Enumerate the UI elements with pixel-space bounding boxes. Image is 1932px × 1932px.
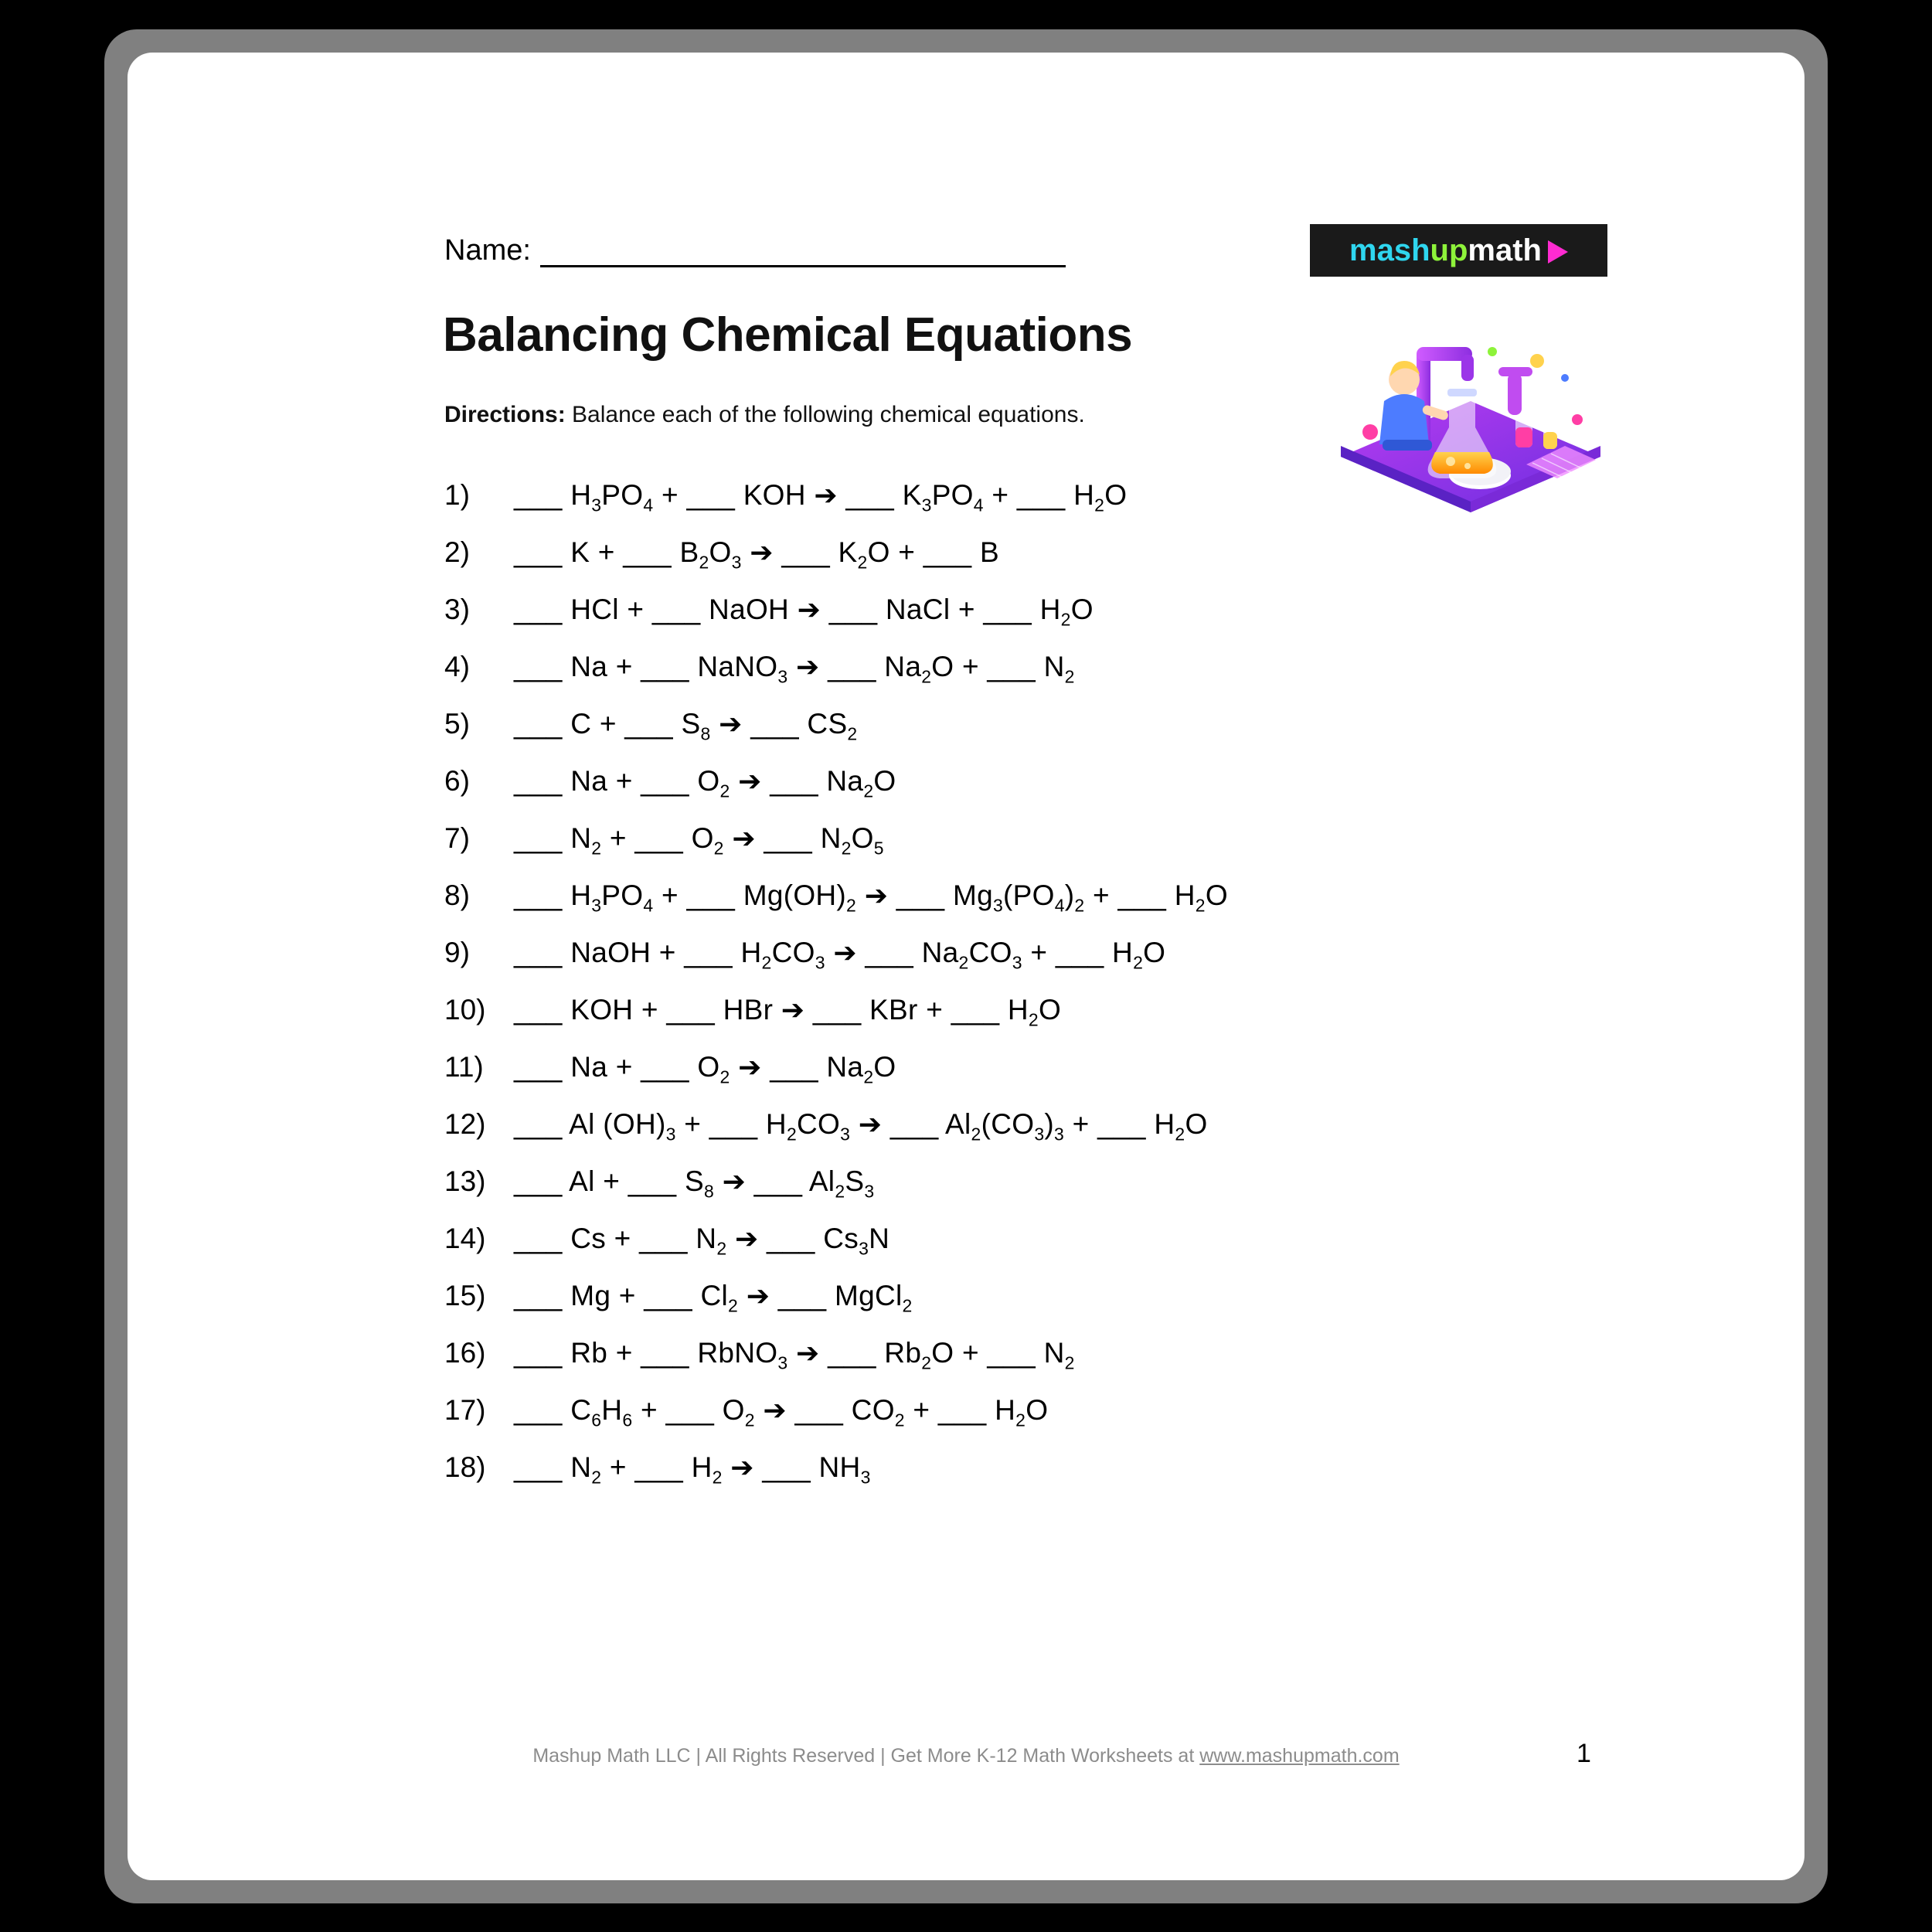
- problem-equation[interactable]: ___ HCl + ___ NaOH ➔ ___ NaCl + ___ $H_2O$: [514, 594, 1094, 630]
- problem-equation[interactable]: ___ $C_6H_6$ + ___ $O_2$ ➔ ___ $CO_2$ + ___ $H_2O$: [514, 1394, 1049, 1430]
- worksheet-sheet: [128, 53, 1804, 1880]
- directions-body: Balance each of the following chemical equations.: [565, 402, 1085, 427]
- worksheet-content: [128, 53, 1804, 1880]
- problem-number: 6): [444, 765, 470, 797]
- problem-number: 12): [444, 1108, 486, 1140]
- problem-number: 2): [444, 536, 470, 568]
- mashup-math-logo: [1310, 224, 1607, 277]
- footer: [128, 1745, 1804, 1767]
- problem-number: 4): [444, 651, 470, 682]
- name-input-blank[interactable]: [540, 234, 1066, 267]
- problem-list: [444, 479, 1681, 1509]
- problem-row: [444, 1451, 1681, 1509]
- chemistry-illustration-svg: [1333, 281, 1611, 512]
- problem-equation[interactable]: ___ $H_3PO_4$ + ___ KOH ➔ ___ $K_3PO_4$ + ___ $H_2O$: [514, 479, 1128, 515]
- problem-equation[interactable]: ___ Mg + ___ $Cl_2$ ➔ ___ MgCl$_2$: [514, 1280, 913, 1316]
- problem-number: 16): [444, 1337, 486, 1369]
- name-label: Name:: [444, 234, 531, 267]
- problem-row: [444, 1394, 1681, 1451]
- problem-row: [444, 708, 1681, 765]
- problem-equation[interactable]: ___ Cs + ___ $N_2$ ➔ ___ $Cs_3N$: [514, 1223, 890, 1259]
- problem-equation[interactable]: ___ $N_2$ + ___ $O_2$ ➔ ___ $N_2O_5$: [514, 822, 884, 859]
- problem-number: 8): [444, 879, 470, 911]
- problem-number: 5): [444, 708, 470, 740]
- problem-row: [444, 1280, 1681, 1337]
- problem-number: 15): [444, 1280, 486, 1311]
- problem-equation[interactable]: ___ Na + ___ $O_2$ ➔ ___ $Na_2O$: [514, 765, 896, 801]
- problem-row: [444, 479, 1681, 536]
- problem-equation[interactable]: ___ Al + ___ $S_8$ ➔ ___ $Al_2S_3$: [514, 1165, 875, 1202]
- problem-equation[interactable]: ___ $N_2$ + ___ $H_2$ ➔ ___ $NH_3$: [514, 1451, 871, 1488]
- problem-row: [444, 1223, 1681, 1280]
- logo-up-text: up: [1430, 233, 1468, 267]
- footer-text: Mashup Math LLC | All Rights Reserved | Get More K-12 Math Worksheets at: [532, 1745, 1200, 1767]
- problem-row: [444, 594, 1681, 651]
- problem-row: [444, 1165, 1681, 1223]
- problem-number: 17): [444, 1394, 486, 1426]
- chemistry-illustration: [1333, 281, 1611, 512]
- problem-equation[interactable]: ___ C + ___ $S_8$ ➔ ___ $CS_2$: [514, 708, 858, 744]
- problem-number: 1): [444, 479, 470, 511]
- problem-equation[interactable]: ___ $H_3PO_4$ + ___ $Mg(OH)_2$ ➔ ___ $Mg_3(PO_4)_2$ + ___ $H_2O$: [514, 879, 1228, 916]
- problem-row: [444, 822, 1681, 879]
- problem-number: 9): [444, 937, 470, 968]
- page-number: 1: [1577, 1739, 1591, 1768]
- play-triangle-icon: [1548, 240, 1568, 264]
- problem-equation[interactable]: ___ Na + ___ $O_2$ ➔ ___ $Na_2O$: [514, 1051, 896, 1087]
- page-title: Balancing Chemical Equations: [443, 308, 1133, 362]
- problem-row: [444, 651, 1681, 708]
- directions-label: Directions:: [444, 402, 566, 427]
- problem-equation[interactable]: ___ Rb + ___ RbNO$_3$ ➔ ___ $Rb_2O$ + ___ $N_2$: [514, 1337, 1075, 1373]
- problem-row: [444, 536, 1681, 594]
- problem-number: 7): [444, 822, 470, 854]
- problem-equation[interactable]: ___ NaOH + ___ $H_2CO_3$ ➔ ___ $Na_2CO_3$ + ___ $H_2O$: [514, 937, 1166, 973]
- logo-mash-text: mash: [1349, 233, 1430, 267]
- problem-equation[interactable]: ___ Al $(OH)_3$ + ___ $H_2CO_3$ ➔ ___ $Al_2(CO_3)_3$ + ___ $H_2O$: [514, 1108, 1208, 1145]
- problem-equation[interactable]: ___ K + ___ $B_2O_3$ ➔ ___ $K_2O$ + ___ B: [514, 536, 999, 573]
- problem-number: 13): [444, 1165, 486, 1197]
- problem-row: [444, 879, 1681, 937]
- footer-link[interactable]: www.mashupmath.com: [1199, 1745, 1400, 1767]
- problem-row: [444, 1108, 1681, 1165]
- problem-row: [444, 994, 1681, 1051]
- name-field-row: [444, 234, 1066, 267]
- directions-text: [444, 402, 1085, 428]
- problem-number: 11): [444, 1051, 484, 1083]
- problem-number: 3): [444, 594, 470, 625]
- logo-text: [1349, 235, 1568, 266]
- logo-math-text: math: [1468, 233, 1542, 267]
- problem-row: [444, 937, 1681, 994]
- problem-equation[interactable]: ___ KOH + ___ HBr ➔ ___ KBr + ___ $H_2O$: [514, 994, 1062, 1030]
- problem-number: 14): [444, 1223, 486, 1254]
- problem-number: 10): [444, 994, 486, 1026]
- problem-equation[interactable]: ___ Na + ___ NaNO$_3$ ➔ ___ $Na_2O$ + ___ $N_2$: [514, 651, 1075, 687]
- problem-row: [444, 1337, 1681, 1394]
- problem-row: [444, 1051, 1681, 1108]
- problem-row: [444, 765, 1681, 822]
- problem-number: 18): [444, 1451, 486, 1483]
- worksheet-page-frame: [104, 29, 1828, 1903]
